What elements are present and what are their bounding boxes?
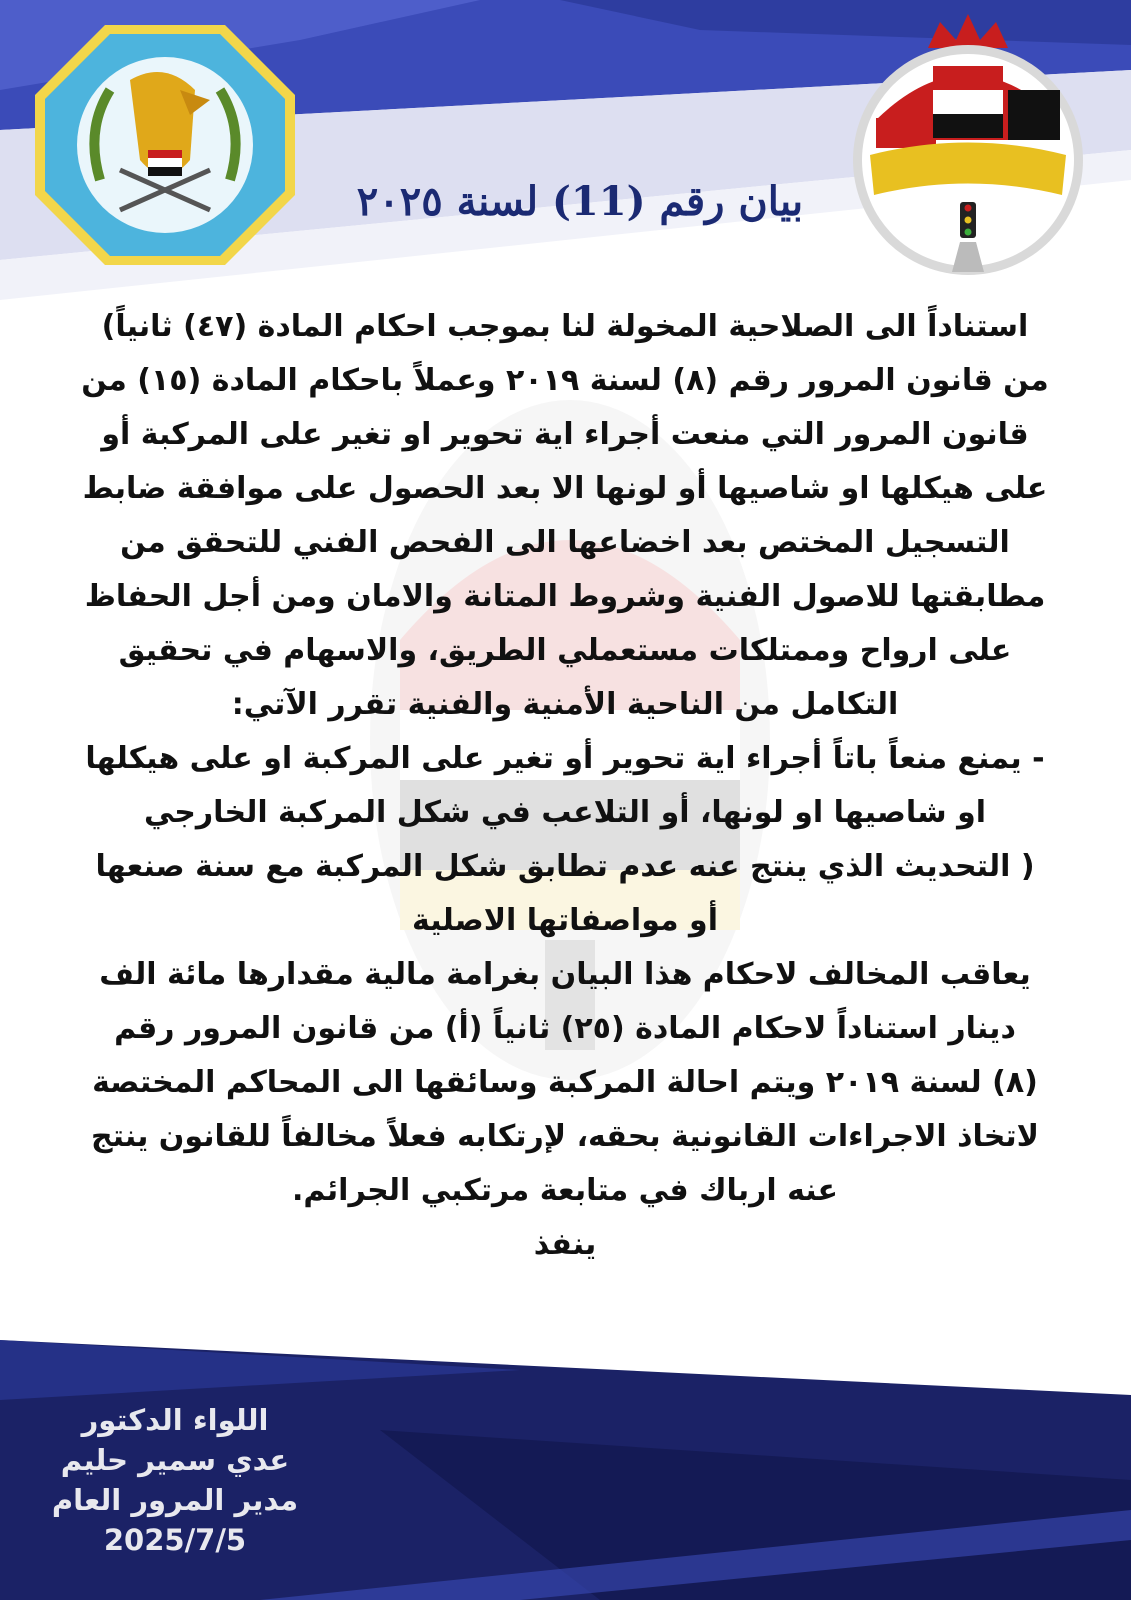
signature-name: عدي سمير حليم xyxy=(60,1443,290,1477)
body-line: يعاقب المخالف لاحكام هذا البيان بغرامة مالية مقدارها مائة الف xyxy=(99,957,1031,992)
statement-body xyxy=(34,300,1096,1272)
body-line: دينار استناداً لاحكام المادة (٢٥) ثانياً (أ) من قانون المرور رقم xyxy=(114,1011,1016,1046)
body-line: مطابقتها للاصول الفنية وشروط المتانة والامان ومن أجل الحفاظ xyxy=(84,579,1046,614)
body-line-execute: ينفذ xyxy=(533,1227,597,1262)
body-line: لاتخاذ الاجراءات القانونية بحقه، لإرتكابه فعلاً مخالفاً للقانون ينتج xyxy=(90,1119,1040,1154)
general-traffic-directorate-emblem-icon xyxy=(848,10,1088,280)
body-line: على ارواح وممتلكات مستعملي الطريق، والاسهام في تحقيق xyxy=(118,633,1012,668)
body-line: على هيكلها او شاصيها أو لونها الا بعد الحصول على موافقة ضابط xyxy=(82,471,1048,506)
body-line: استناداً الى الصلاحية المخولة لنا بموجب احكام المادة (٤٧) ثانياً) xyxy=(101,309,1029,344)
body-line: عنه ارباك في متابعة مرتكبي الجرائم. xyxy=(291,1173,839,1208)
signature-date: 2025/7/5 xyxy=(103,1523,247,1557)
body-line: أو مواصفاتها الاصلية xyxy=(412,903,718,938)
signature-position: مدير المرور العام xyxy=(51,1483,299,1517)
ministry-of-interior-emblem-icon xyxy=(30,20,300,270)
body-line: التكامل من الناحية الأمنية والفنية تقرر الآتي: xyxy=(231,687,899,722)
signature-rank: اللواء الدكتور xyxy=(81,1403,269,1437)
body-line: - يمنع منعاً باتاً أجراء اية تحوير أو تغير على المركبة او على هيكلها xyxy=(85,741,1045,776)
body-line: او شاصيها او لونها، أو التلاعب في شكل المركبة الخارجي xyxy=(143,795,987,830)
body-line: قانون المرور التي منعت أجراء اية تحوير او تغير على المركبة أو xyxy=(101,417,1029,452)
signature-block xyxy=(30,1400,320,1560)
body-line: من قانون المرور رقم (٨) لسنة ٢٠١٩ وعملاً باحكام المادة (١٥) من xyxy=(81,363,1049,398)
body-line: (٨) لسنة ٢٠١٩ ويتم احالة المركبة وسائقها الى المحاكم المختصة xyxy=(92,1065,1038,1100)
body-line: ( التحديث الذي ينتج عنه عدم تطابق شكل المركبة مع سنة صنعها xyxy=(95,849,1035,884)
statement-title: بيان رقم (11) لسنة ٢٠٢٥ xyxy=(356,178,804,225)
body-line: التسجيل المختص بعد اخضاعها الى الفحص الفني للتحقق من xyxy=(120,525,1010,560)
